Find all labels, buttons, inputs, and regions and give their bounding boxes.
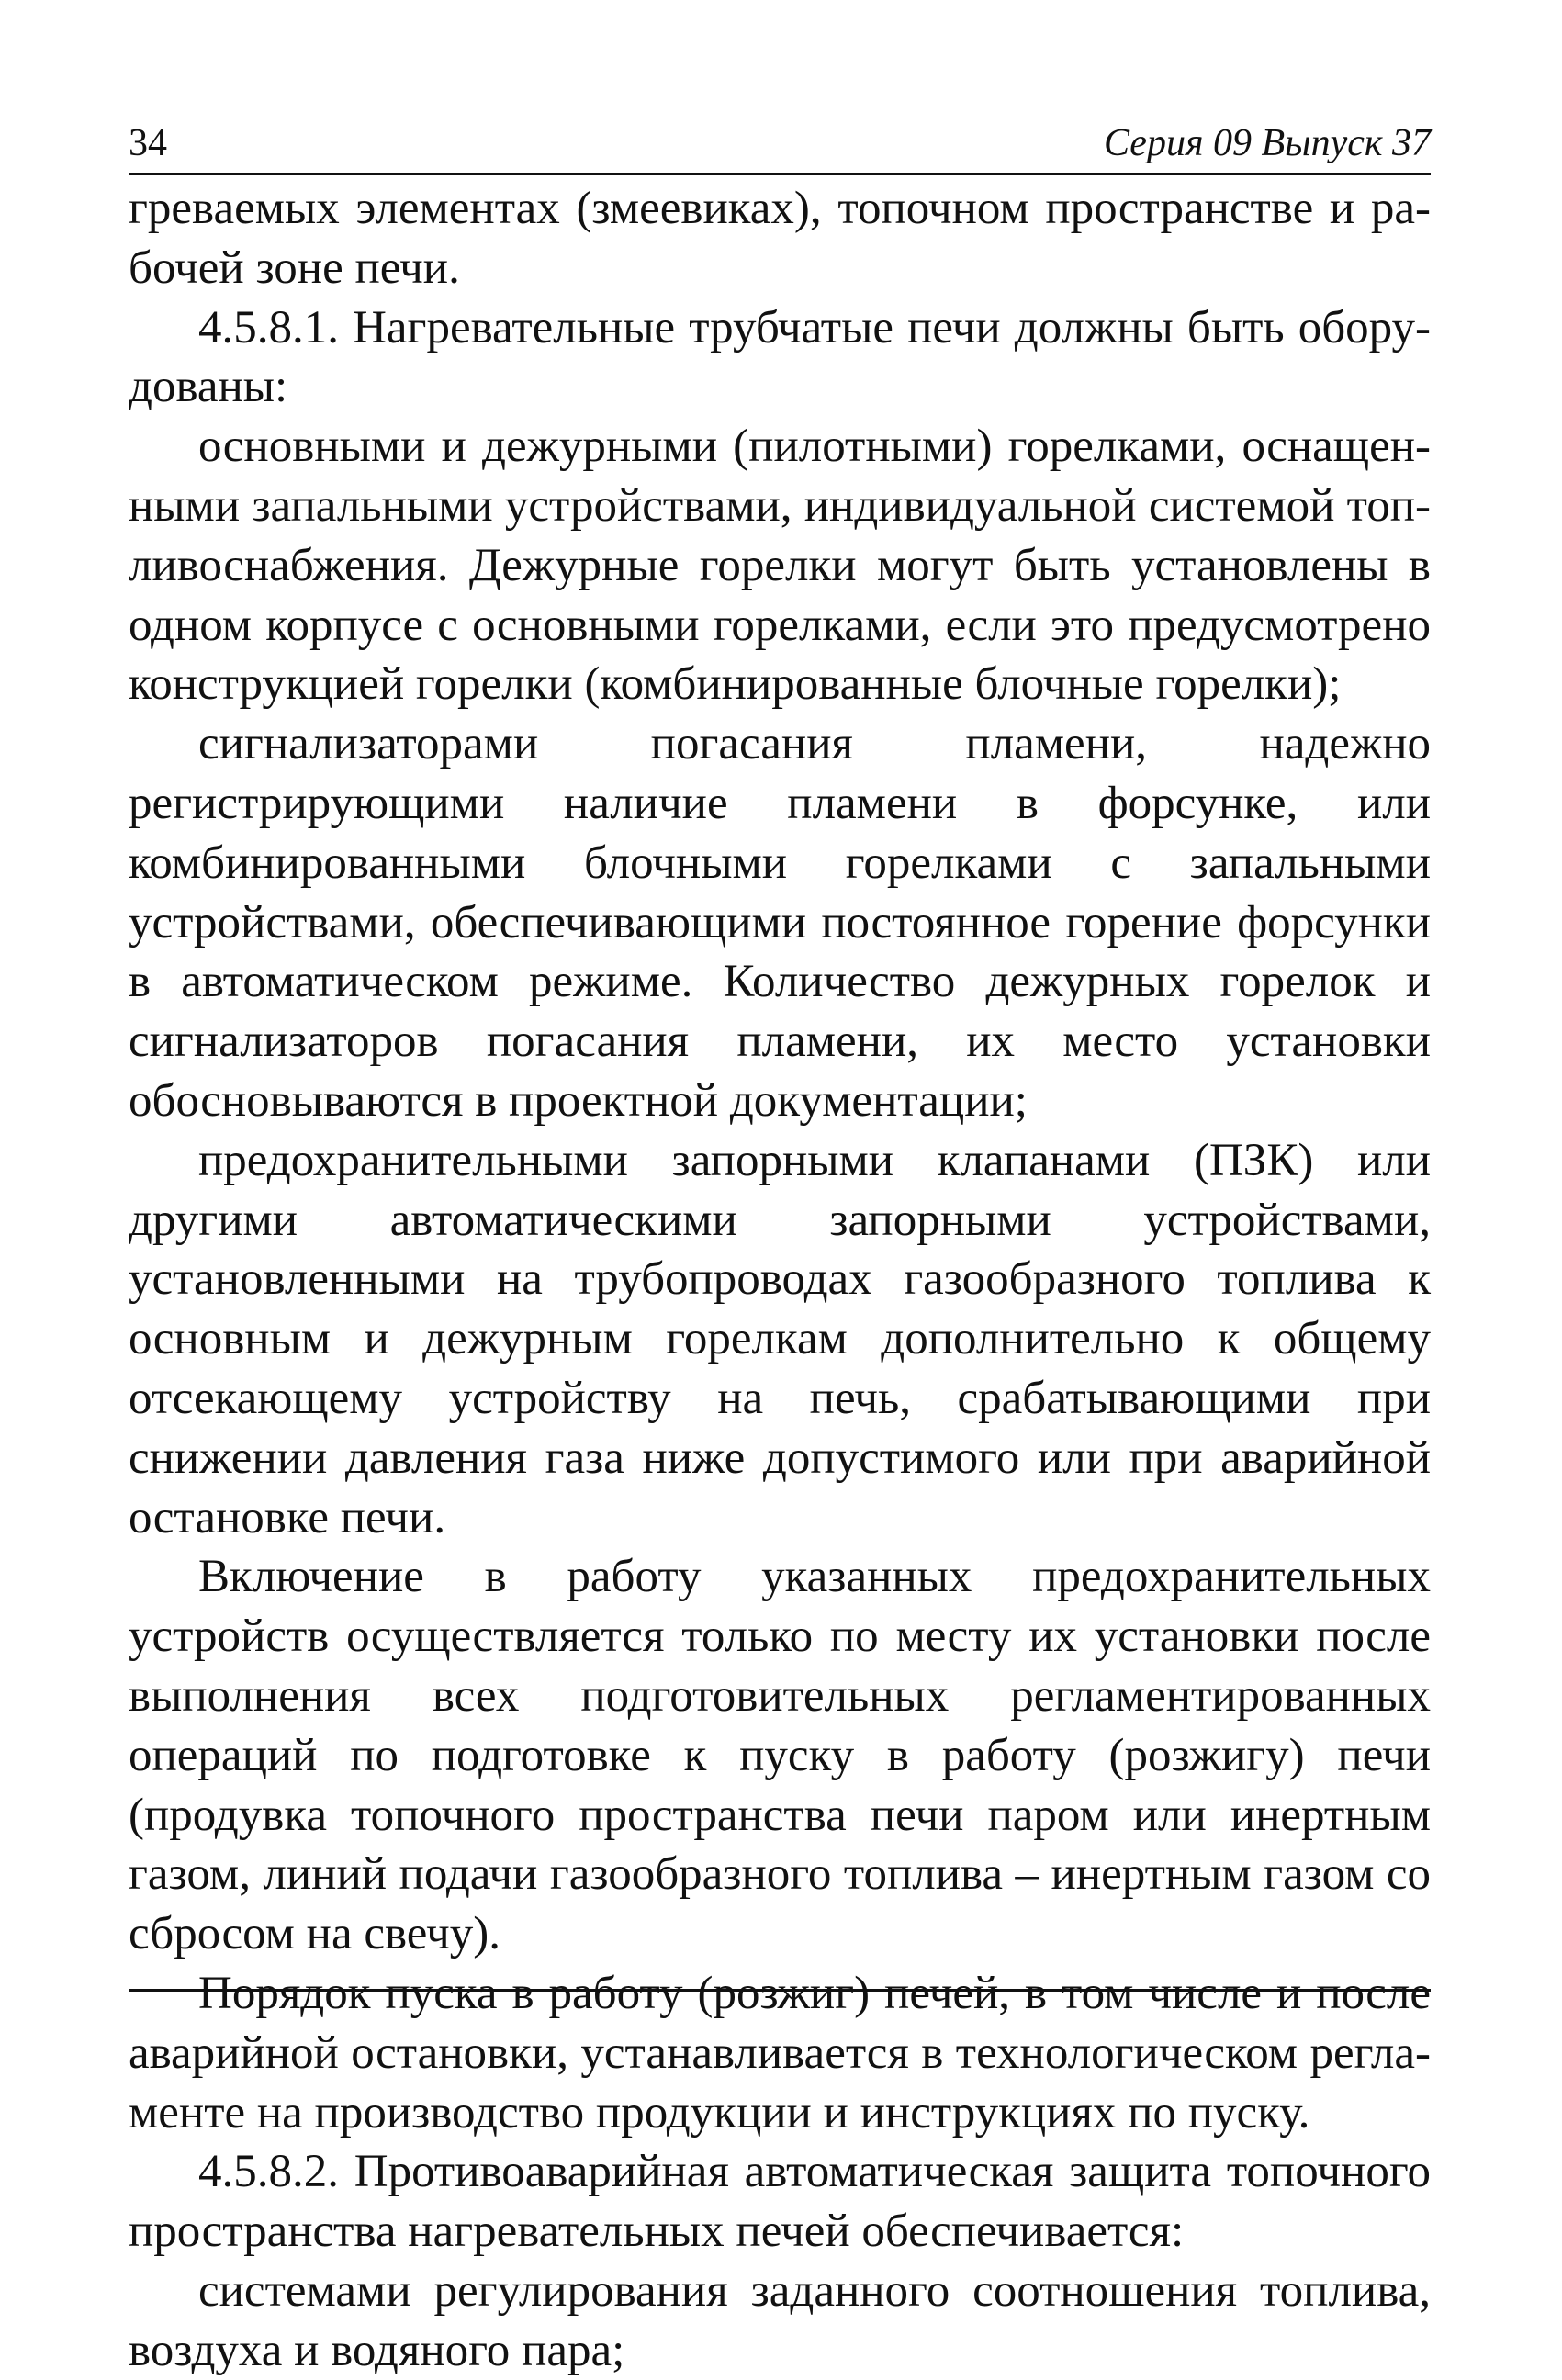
paragraph-burners: основными и дежурными (пилотными) горелками, оснащенными запальными устройствами, индивидуальной системой топливоснабжения. Дежурные горелки могут быть установлены в одном корпусе с основными горелками, если это предусмотрено конструкцией горелки (комбинированные блочные горелки); — [129, 421, 1431, 711]
paragraph-continued: греваемых элементах (змеевиках), топочном пространстве и рабочей зоне печи. — [129, 183, 1431, 294]
paragraph-shutoff-valves: предохранительными запорными клапанами (ПЗК) или другими автоматическими запорными устройствами, установленными на трубопроводах газообразного топлива к основным и дежурным горелкам дополнительно к общему отсекающему устройству на печь, срабатывающими при снижении давления газа ниже допустимого или при аварийной остановке печи. — [129, 1134, 1431, 1544]
paragraph-flame-detectors: сигнализаторами погасания пламени, надежно регистрирующими наличие пламени в форсунке, или комбинированными блочными горелками с запальными устройствами, обеспечивающими постоянное горение форсунки в автоматическом режиме. Количество дежурных горелок и сигнализаторов погасания пламени, их место установки обосновываются в проектной документации; — [129, 718, 1431, 1127]
paragraph-activation: Включение в работу указанных предохранительных устройств осуществляется только по месту их установки после выполнения всех подготовительных регламентированных операций по подготовке к пуску в работу (розжигу) печи (продувка топочного пространства печи паром или инертным газом, линий подачи газообразного топлива – инертным газом со сбросом на свечу). — [129, 1551, 1431, 1960]
page-number: 34 — [129, 122, 167, 164]
paragraph-4-5-8-2: 4.5.8.2. Противоаварийная автоматическая защита топочного пространства нагревательных печей обеспечивается: — [129, 2146, 1431, 2258]
series-issue-label: Серия 09 Выпуск 37 — [1104, 122, 1431, 164]
bottom-rule — [129, 1989, 1431, 1992]
paragraph-4-5-8-1: 4.5.8.1. Нагревательные трубчатые печи должны быть оборудованы: — [129, 301, 1431, 413]
running-header — [129, 118, 1431, 175]
paragraph-regulation-systems: системами регулирования заданного соотношения топлива, воздуха и водяного пара; — [129, 2264, 1431, 2376]
paragraph-startup-order: Порядок пуска в работу (розжиг) печей, в том числе и после аварийной остановки, устанавливается в технологическом регламенте на производство продукции и инструкциях по пуску. — [129, 1967, 1431, 2139]
body-text — [129, 179, 1431, 2380]
document-page — [129, 118, 1431, 2376]
